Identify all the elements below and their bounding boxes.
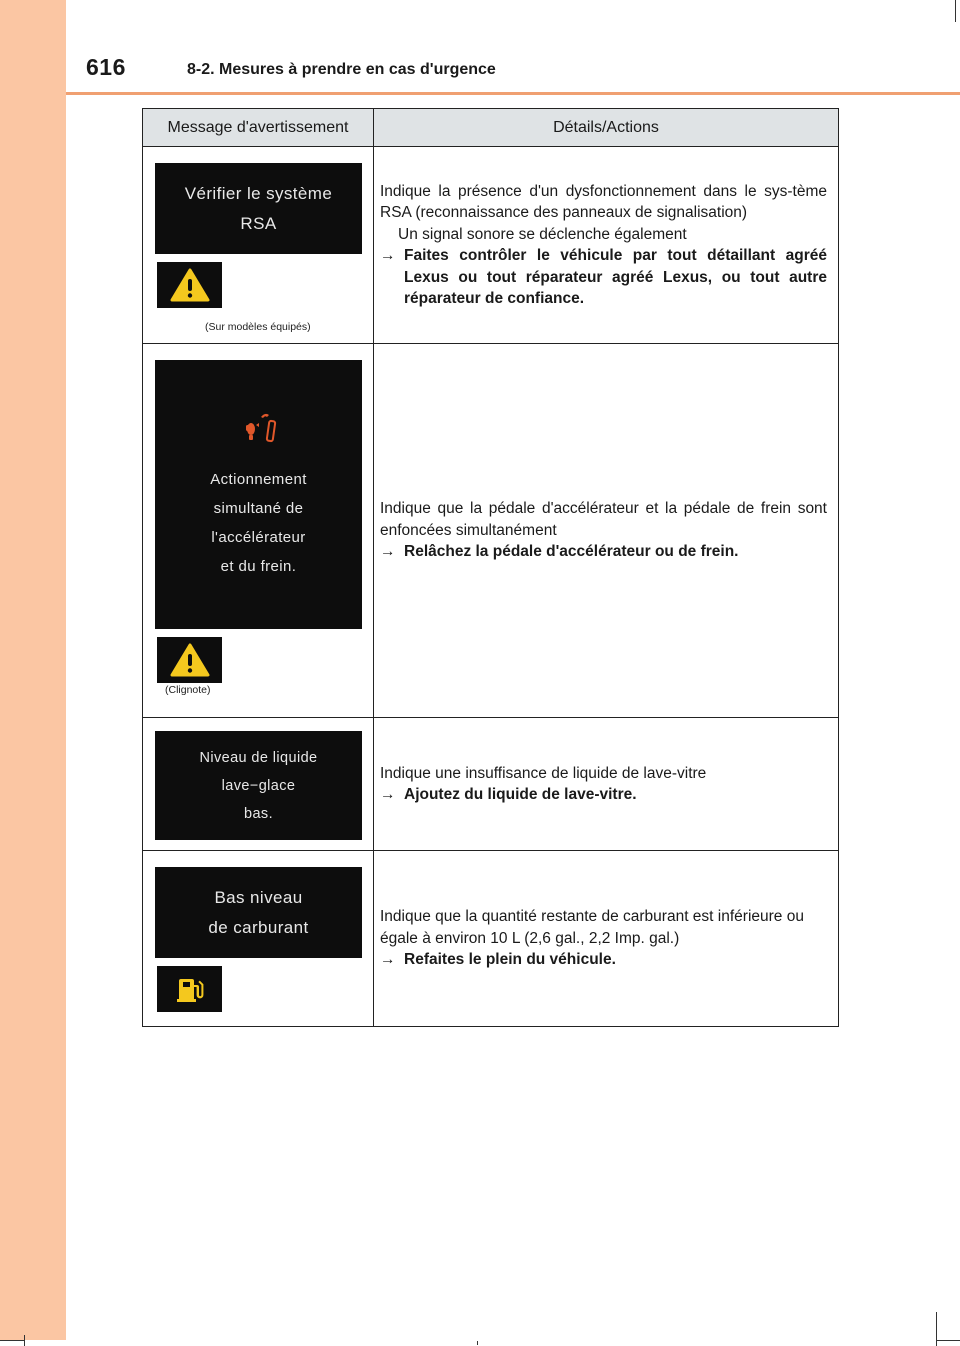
message-cell — [143, 344, 374, 718]
display-line: RSA — [240, 213, 277, 233]
display-line: et du frein. — [220, 557, 297, 575]
detail-text: Indique que la quantité restante de carburant est inférieure ou égale à environ 10 L (2,6 gal., 2,2 Imp. gal.) — [380, 908, 804, 947]
model-note: (Sur modèles équipés) — [205, 321, 311, 333]
display-message — [155, 731, 362, 840]
detail-cell — [374, 851, 839, 1027]
message-cell — [143, 718, 374, 851]
display-line: Vérifier le système — [184, 183, 333, 203]
crop-mark — [24, 1335, 25, 1346]
col-header-details: Détails/Actions — [374, 109, 839, 147]
detail-cell — [374, 344, 839, 718]
warning-light — [157, 262, 222, 308]
detail-text: Indique que la pédale d'accélérateur et la pédale de frein sont enfoncées simultanément — [380, 500, 827, 539]
display-line: Niveau de liquide — [199, 749, 318, 766]
crop-mark — [936, 1340, 960, 1341]
side-band — [0, 0, 66, 1340]
col-header-message: Message d'avertissement — [143, 109, 374, 147]
detail-cell — [374, 718, 839, 851]
detail-text: Un signal sonore se déclenche également — [398, 225, 687, 243]
message-cell — [143, 147, 374, 344]
warning-triangle-icon — [170, 643, 210, 677]
crop-mark — [936, 1312, 937, 1346]
display-line: simultané de — [213, 499, 304, 517]
detail-text: Indique la présence d'un dysfonctionnement dans le sys-tème RSA (reconnaissance des panneaux de signalisation) — [380, 182, 827, 221]
action-text: → Relâchez la pédale d'accélérateur ou de frein. — [380, 541, 827, 563]
table-row — [143, 344, 839, 718]
display-line: de carburant — [208, 917, 309, 937]
blink-note: (Clignote) — [165, 684, 211, 696]
table-row — [143, 147, 839, 344]
page-number: 616 — [86, 54, 126, 80]
display-line: Bas niveau — [214, 887, 303, 907]
display-line: lave−glace — [221, 777, 296, 794]
fuel-pump-icon — [176, 975, 204, 1003]
crop-mark — [477, 1341, 478, 1345]
detail-text: Indique une insuffisance de liquide de lave-vitre — [380, 764, 707, 782]
display-line: bas. — [243, 805, 273, 822]
message-cell — [143, 851, 374, 1027]
section-title: 8-2. Mesures à prendre en cas d'urgence — [187, 61, 496, 78]
arrow-glyph: → — [380, 247, 396, 264]
pedal-icon — [239, 409, 279, 445]
table-row — [143, 851, 839, 1027]
arrow-glyph: → — [380, 951, 396, 969]
action-text: → Faites contrôler le véhicule par tout détaillant agréé Lexus ou tout réparateur agréé Lexus, ou tout autre réparateur de confiance. — [380, 247, 827, 307]
header-rule — [66, 92, 960, 95]
display-line: l'accélérateur — [211, 528, 306, 546]
arrow-glyph: → — [380, 786, 396, 803]
display-message — [155, 163, 362, 254]
warning-triangle-icon — [170, 268, 210, 302]
arrow-glyph: → — [380, 543, 396, 561]
action-text: → Ajoutez du liquide de lave-vitre. — [380, 784, 827, 806]
warning-light — [157, 637, 222, 683]
detail-cell — [374, 147, 839, 344]
warning-table — [142, 108, 839, 1027]
display-message — [155, 867, 362, 958]
table-header-row — [143, 109, 839, 147]
display-message — [155, 360, 362, 629]
table-row — [143, 718, 839, 851]
action-text: → Refaites le plein du véhicule. — [380, 949, 827, 971]
crop-mark — [955, 0, 956, 22]
fuel-warning-light — [157, 966, 222, 1012]
crop-mark — [0, 1340, 24, 1341]
display-line: Actionnement — [210, 470, 307, 488]
